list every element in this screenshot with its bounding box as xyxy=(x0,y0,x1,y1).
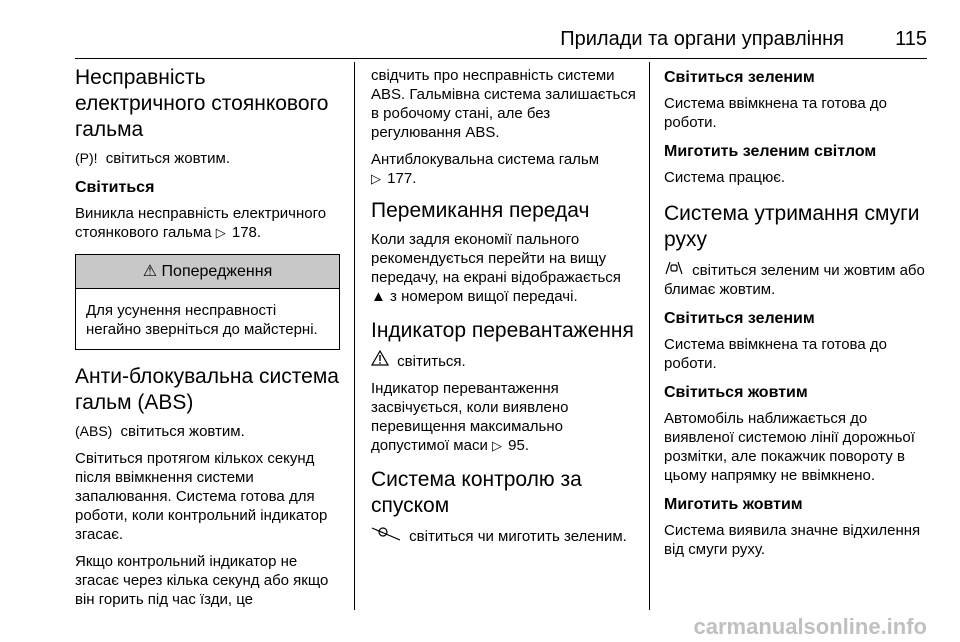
column-2 xyxy=(371,62,636,554)
page-ref-icon: ▷ xyxy=(492,438,502,453)
gear-shift-text-b: з номером вищої передачі. xyxy=(390,288,578,305)
gear-shift-text-a: Коли задля економії пального рекомендується перейти на вищу передачу, на екрані відображається xyxy=(371,231,621,286)
lane-keep-status xyxy=(664,259,929,299)
header-rule xyxy=(75,58,927,59)
gear-shift-text xyxy=(371,230,636,306)
warning-box xyxy=(75,254,340,350)
subheading-lit-green: Світиться зеленим xyxy=(664,69,815,86)
warning-header xyxy=(76,255,339,289)
parking-brake-warning-icon: (P)! xyxy=(75,150,98,166)
page-header xyxy=(0,0,960,62)
hill-descent-icon xyxy=(371,525,401,541)
page-ref-link[interactable]: 177. xyxy=(387,170,417,187)
car-lane-icon xyxy=(664,259,684,275)
warning-body: Для усунення несправності негайно зверніться до майстерні. xyxy=(86,302,318,338)
lane-keep-status-text: світиться зеленим чи жовтим або блимає жовтим. xyxy=(664,262,925,298)
overload-warning-icon xyxy=(371,350,389,371)
abs-text-1: Світиться протягом кількох секунд після ввімкнення системи запалювання. Система готова для роботи, коли контрольний індикатор згасає. xyxy=(75,450,328,543)
parking-brake-status-text: світиться жовтим. xyxy=(105,150,231,167)
section-title-lane-keep: Система утримання смуги руху xyxy=(664,202,920,251)
page-ref-link[interactable]: 95. xyxy=(508,437,530,454)
column-divider-1 xyxy=(354,62,355,610)
column-divider-2 xyxy=(649,62,650,610)
abs-status-text: світиться жовтим. xyxy=(120,423,245,440)
page-title: Прилади та органи управління xyxy=(560,28,844,50)
overload-text xyxy=(371,379,636,455)
lit-green-text-2: Система ввімкнена та готова до роботи. xyxy=(664,336,887,372)
descent-control-status xyxy=(371,525,636,546)
subheading-lit-yellow: Світиться жовтим xyxy=(664,384,808,401)
section-title-descent-control: Система контролю за спуском xyxy=(371,468,582,517)
page-ref-icon: ▷ xyxy=(371,171,381,186)
abs-text-2: Якщо контрольний індикатор не згасає через кілька секунд або якщо він горить під час їзди, це xyxy=(75,553,329,608)
section-title-overload: Індикатор перевантаження xyxy=(371,319,634,342)
parking-brake-status xyxy=(75,149,340,168)
page-ref-link[interactable]: 178. xyxy=(231,224,262,241)
subheading-blink-green: Миготить зеленим світлом xyxy=(664,143,877,160)
overload-status xyxy=(371,350,636,371)
column-1 xyxy=(75,62,340,617)
section-title-abs: Анти-блокувальна система гальм (ABS) xyxy=(75,365,339,414)
subheading-lit: Світиться xyxy=(75,179,155,196)
subheading-blink-yellow: Миготить жовтим xyxy=(664,496,803,513)
overload-triangle-icon xyxy=(371,350,389,366)
upshift-arrow-icon: ▲ xyxy=(371,288,386,305)
lit-yellow-text: Автомобіль наближається до виявленої системою лінії дорожньої розмітки, але покажчик повороту в цьому напрямку не ввімкнено. xyxy=(664,410,915,484)
abs-status xyxy=(75,422,340,441)
abs-continued-text: свідчить про несправність системи ABS. Гальмівна система залишається в робочому стані, але без регулювання ABS. xyxy=(371,67,636,141)
section-title-gear-shift: Перемикання передач xyxy=(371,199,590,222)
overload-text-body: Індикатор перевантаження засвічується, коли виявлено перевищення максимально допустимої маси xyxy=(371,380,569,454)
abs-icon: (ABS) xyxy=(75,423,113,439)
column-3 xyxy=(664,62,929,567)
page-number: 115 xyxy=(895,28,927,50)
warning-title: Попередження xyxy=(161,263,273,280)
abs-ref-text xyxy=(371,150,636,188)
descent-control-status-text: світиться чи миготить зеленим. xyxy=(409,528,627,545)
overload-status-text: світиться. xyxy=(397,353,466,370)
page-ref-icon: ▷ xyxy=(215,225,226,240)
subheading-lit-green-2: Світиться зеленим xyxy=(664,310,815,327)
descent-control-icon xyxy=(371,525,401,546)
warning-triangle-icon: ⚠ xyxy=(142,263,158,280)
section-title-parking-brake: Несправність електричного стоянкового гальма xyxy=(75,66,329,141)
abs-ref-body: Антиблокувальна система гальм xyxy=(371,151,600,168)
lit-green-text: Система ввімкнена та готова до роботи. xyxy=(664,95,887,131)
parking-brake-text xyxy=(75,204,340,242)
blink-yellow-text: Система виявила значне відхилення від смуги руху. xyxy=(664,522,921,558)
blink-green-text: Система працює. xyxy=(664,169,786,186)
lane-keep-icon xyxy=(664,259,684,280)
parking-brake-text-body: Виникла несправність електричного стоянкового гальма xyxy=(75,205,327,241)
watermark: carmanualsonline.info xyxy=(693,614,927,639)
